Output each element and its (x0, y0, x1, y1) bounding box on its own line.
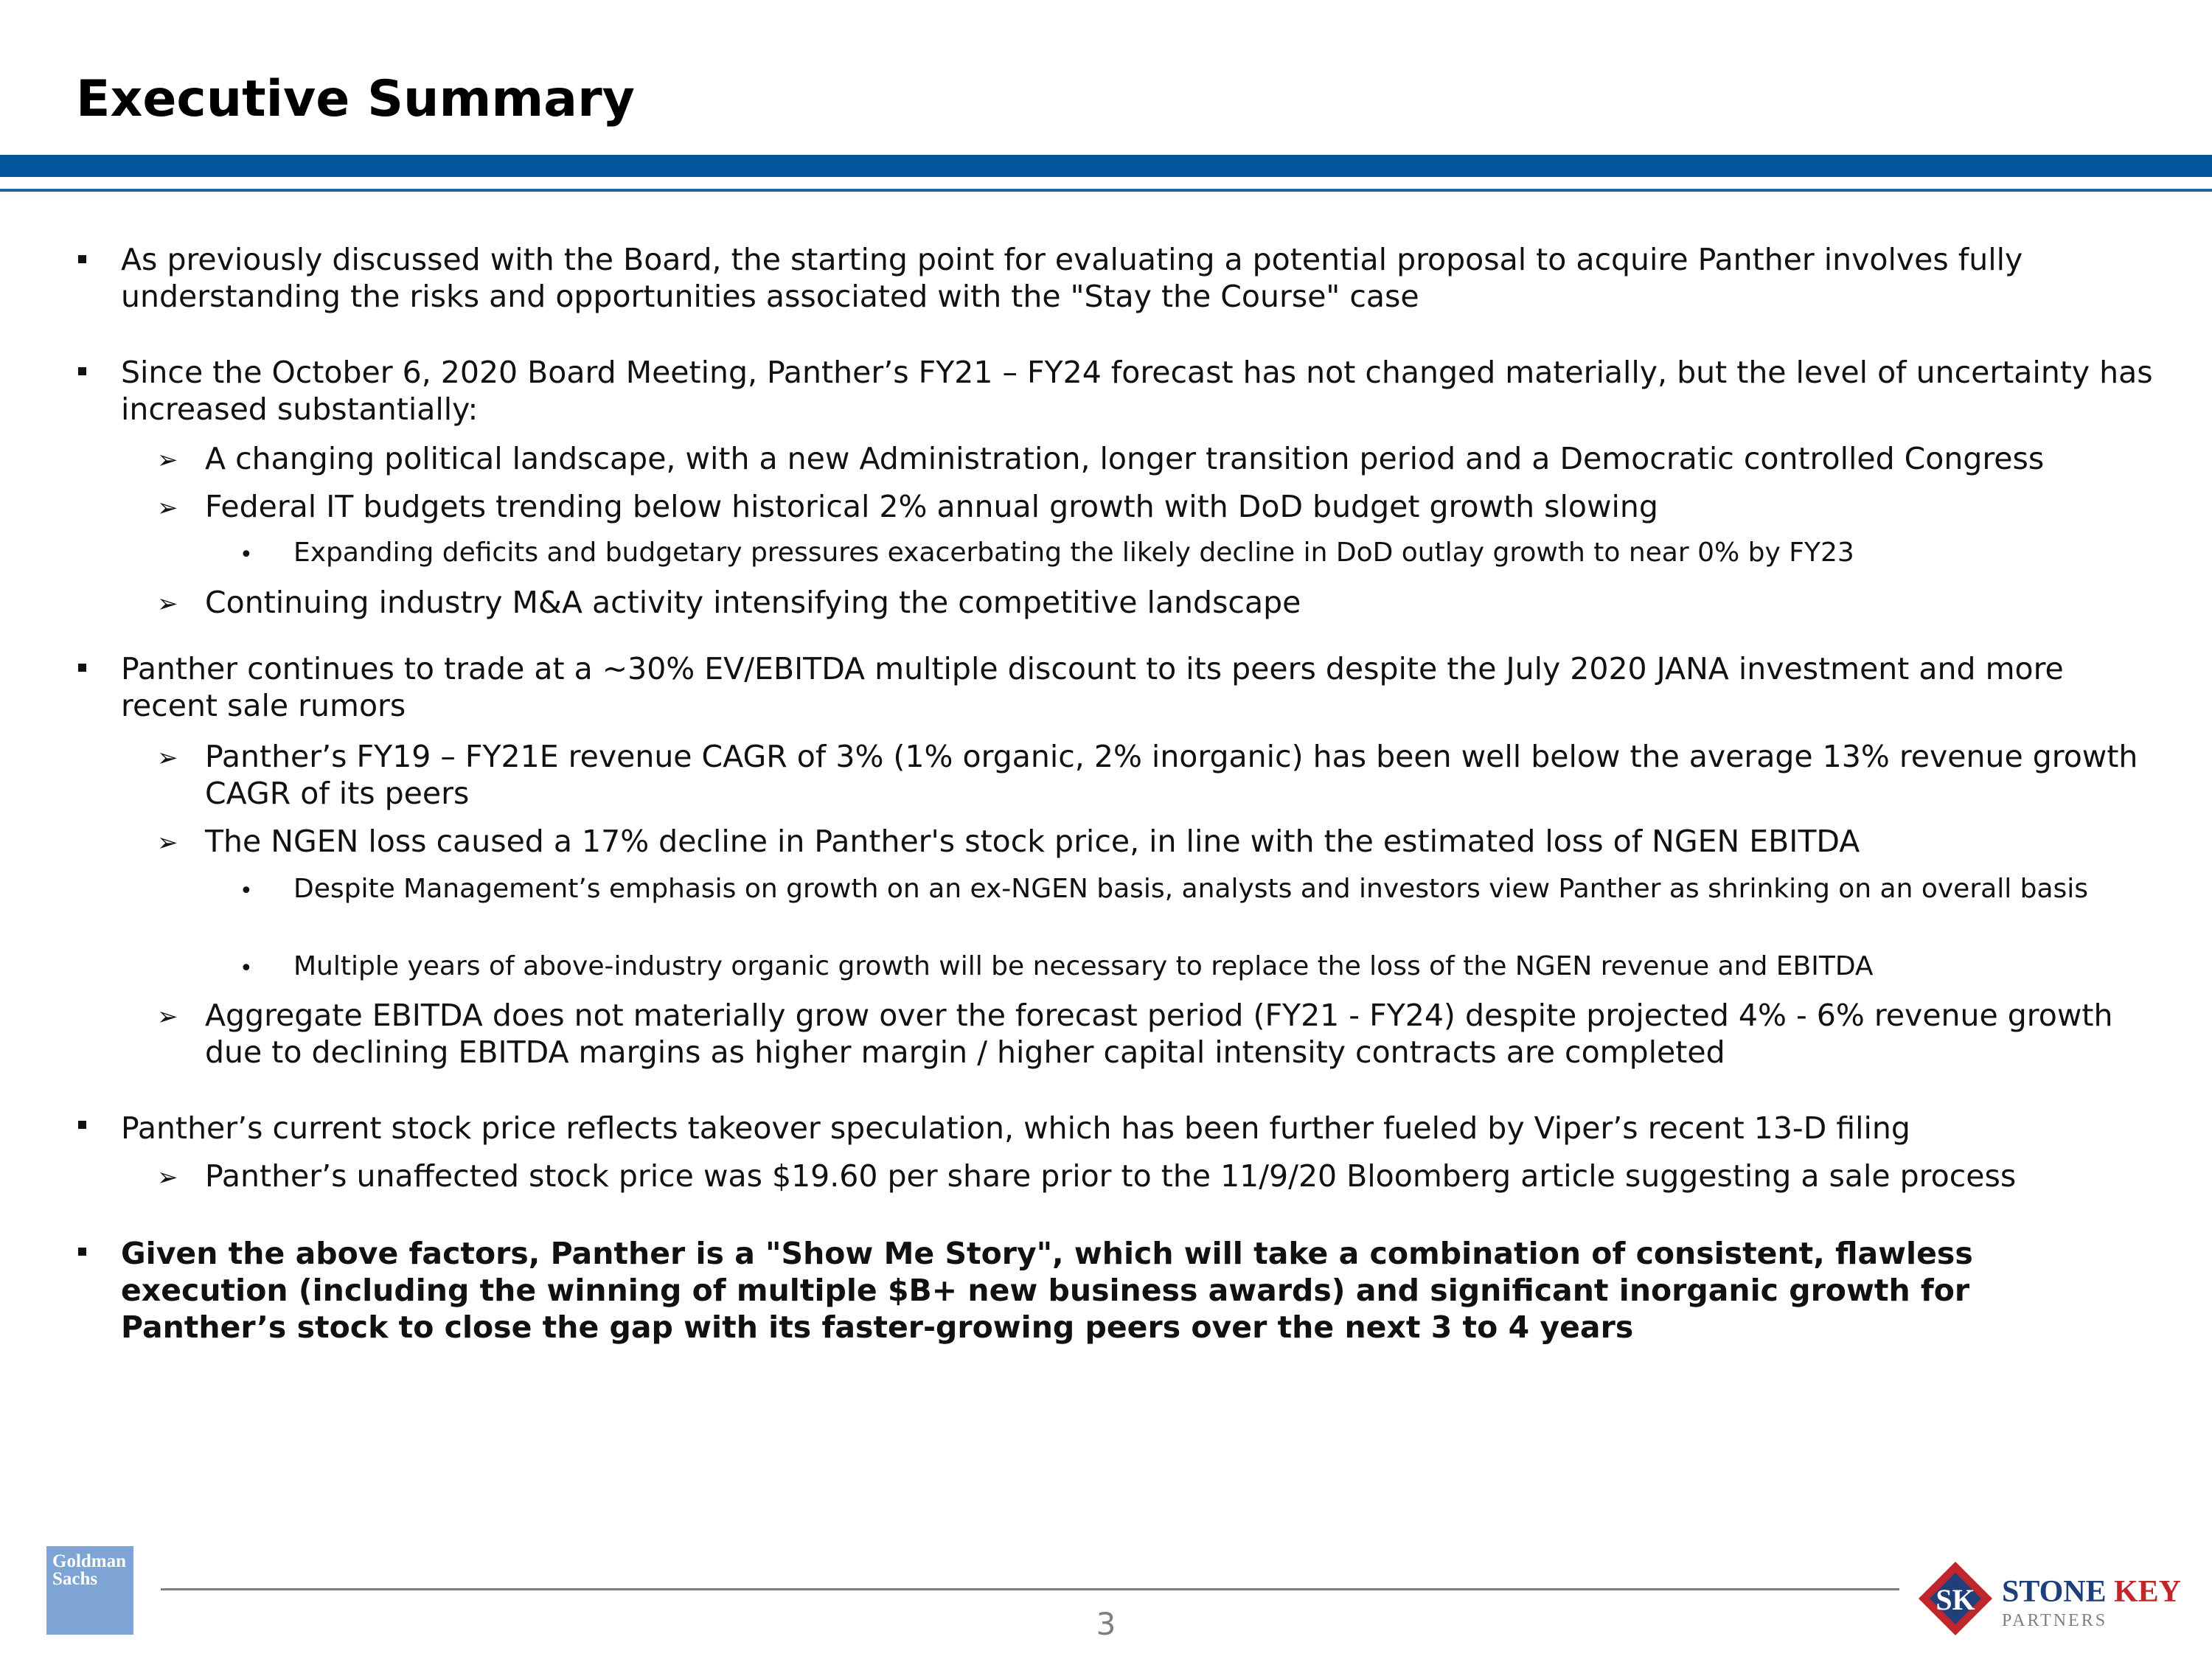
bullet-2-2: Federal IT budgets trending below historical 2% annual growth with DoD budget growth slowing (205, 489, 1658, 524)
square-bullet-icon (78, 664, 86, 672)
bullet-3-2-2: Multiple years of above-industry organic growth will be necessary to replace the loss of the NGEN revenue and EBITDA (293, 951, 1874, 981)
bullet-4: Panther’s current stock price reflects takeover speculation, which has been further fueled by Viper’s recent 13-D filing (121, 1110, 1910, 1146)
bullet-3-1: Panther’s FY19 – FY21E revenue CAGR of 3% (1% organic, 2% inorganic) has been well below the average 13% revenue growth CAGR of its peers (205, 739, 2138, 811)
arrowhead-bullet-icon: ➢ (157, 1002, 178, 1032)
stone-key-emblem-icon (1915, 1558, 1996, 1639)
bullet-1: As previously discussed with the Board, the starting point for evaluating a potential proposal to acquire Panther involves fully understanding the risks and opportunities associated with the "Stay the Course" case (121, 242, 2023, 314)
goldman-sachs-logo (46, 1546, 133, 1635)
bullet-2-1: A changing political landscape, with a new Administration, longer transition period and a Democratic controlled Congress (205, 441, 2045, 476)
square-bullet-icon (78, 255, 86, 263)
bullet-3-2-1: Despite Management’s emphasis on growth on an ex-NGEN basis, analysts and investors view Panther as shrinking on an overall basis (293, 874, 2089, 904)
arrowhead-bullet-icon: ➢ (157, 445, 178, 475)
header-band (0, 155, 2212, 177)
footer-divider (161, 1588, 1899, 1590)
bullet-2-2-1: Expanding deficits and budgetary pressures exacerbating the likely decline in DoD outlay growth to near 0% by FY23 (293, 538, 1854, 568)
arrowhead-bullet-icon: ➢ (157, 743, 178, 773)
stone-key-mark: SK (1935, 1583, 1975, 1616)
dot-bullet-icon: • (240, 878, 253, 904)
page-title: Executive Summary (76, 70, 635, 128)
header-band-rule (0, 189, 2212, 192)
bullet-2: Since the October 6, 2020 Board Meeting, Panther’s FY21 – FY24 forecast has not changed materially, but the level of uncertainty has increased substantially: (121, 355, 2153, 427)
arrowhead-bullet-icon: ➢ (157, 493, 178, 523)
bullet-2-3: Continuing industry M&A activity intensifying the competitive landscape (205, 585, 1301, 620)
square-bullet-icon (78, 1248, 86, 1256)
bullet-3-3: Aggregate EBITDA does not materially grow over the forecast period (FY21 - FY24) despite projected 4% - 6% revenue growth due to declining EBITDA margins as higher margin / higher capital intensity contracts are completed (205, 998, 2113, 1070)
dot-bullet-icon: • (240, 542, 253, 568)
goldman-logo-line2: Sachs (52, 1569, 98, 1589)
dot-bullet-icon: • (240, 956, 253, 981)
bullet-3-2: The NGEN loss caused a 17% decline in Panther's stock price, in line with the estimated loss of NGEN EBITDA (205, 824, 1860, 859)
page-number: 3 (1096, 1606, 1116, 1642)
goldman-logo-line1: Goldman (52, 1551, 127, 1571)
arrowhead-bullet-icon: ➢ (157, 1163, 178, 1192)
square-bullet-icon (78, 1121, 86, 1129)
stone-key-partners-logo (1915, 1558, 2195, 1639)
arrowhead-bullet-icon: ➢ (157, 589, 178, 619)
square-bullet-icon (78, 367, 86, 375)
bullet-5-conclusion: Given the above factors, Panther is a "Show Me Story", which will take a combination of consistent, flawless execution (including the winning of multiple $B+ new business awards) and significant inorganic growth for Panther’s stock to close the gap with its faster-growing peers over the next 3 to 4 years (121, 1236, 1973, 1345)
arrowhead-bullet-icon: ➢ (157, 828, 178, 858)
bullet-4-1: Panther’s unaffected stock price was $19.60 per share prior to the 11/9/20 Bloomberg article suggesting a sale process (205, 1158, 2017, 1194)
stone-key-word-key: KEY (2114, 1575, 2182, 1609)
stone-key-word-stone: STONE (2002, 1575, 2107, 1609)
bullet-3: Panther continues to trade at a ~30% EV/EBITDA multiple discount to its peers despite the July 2020 JANA investment and more recent sale rumors (121, 651, 2064, 723)
stone-key-word-partners: PARTNERS (2002, 1611, 2108, 1630)
